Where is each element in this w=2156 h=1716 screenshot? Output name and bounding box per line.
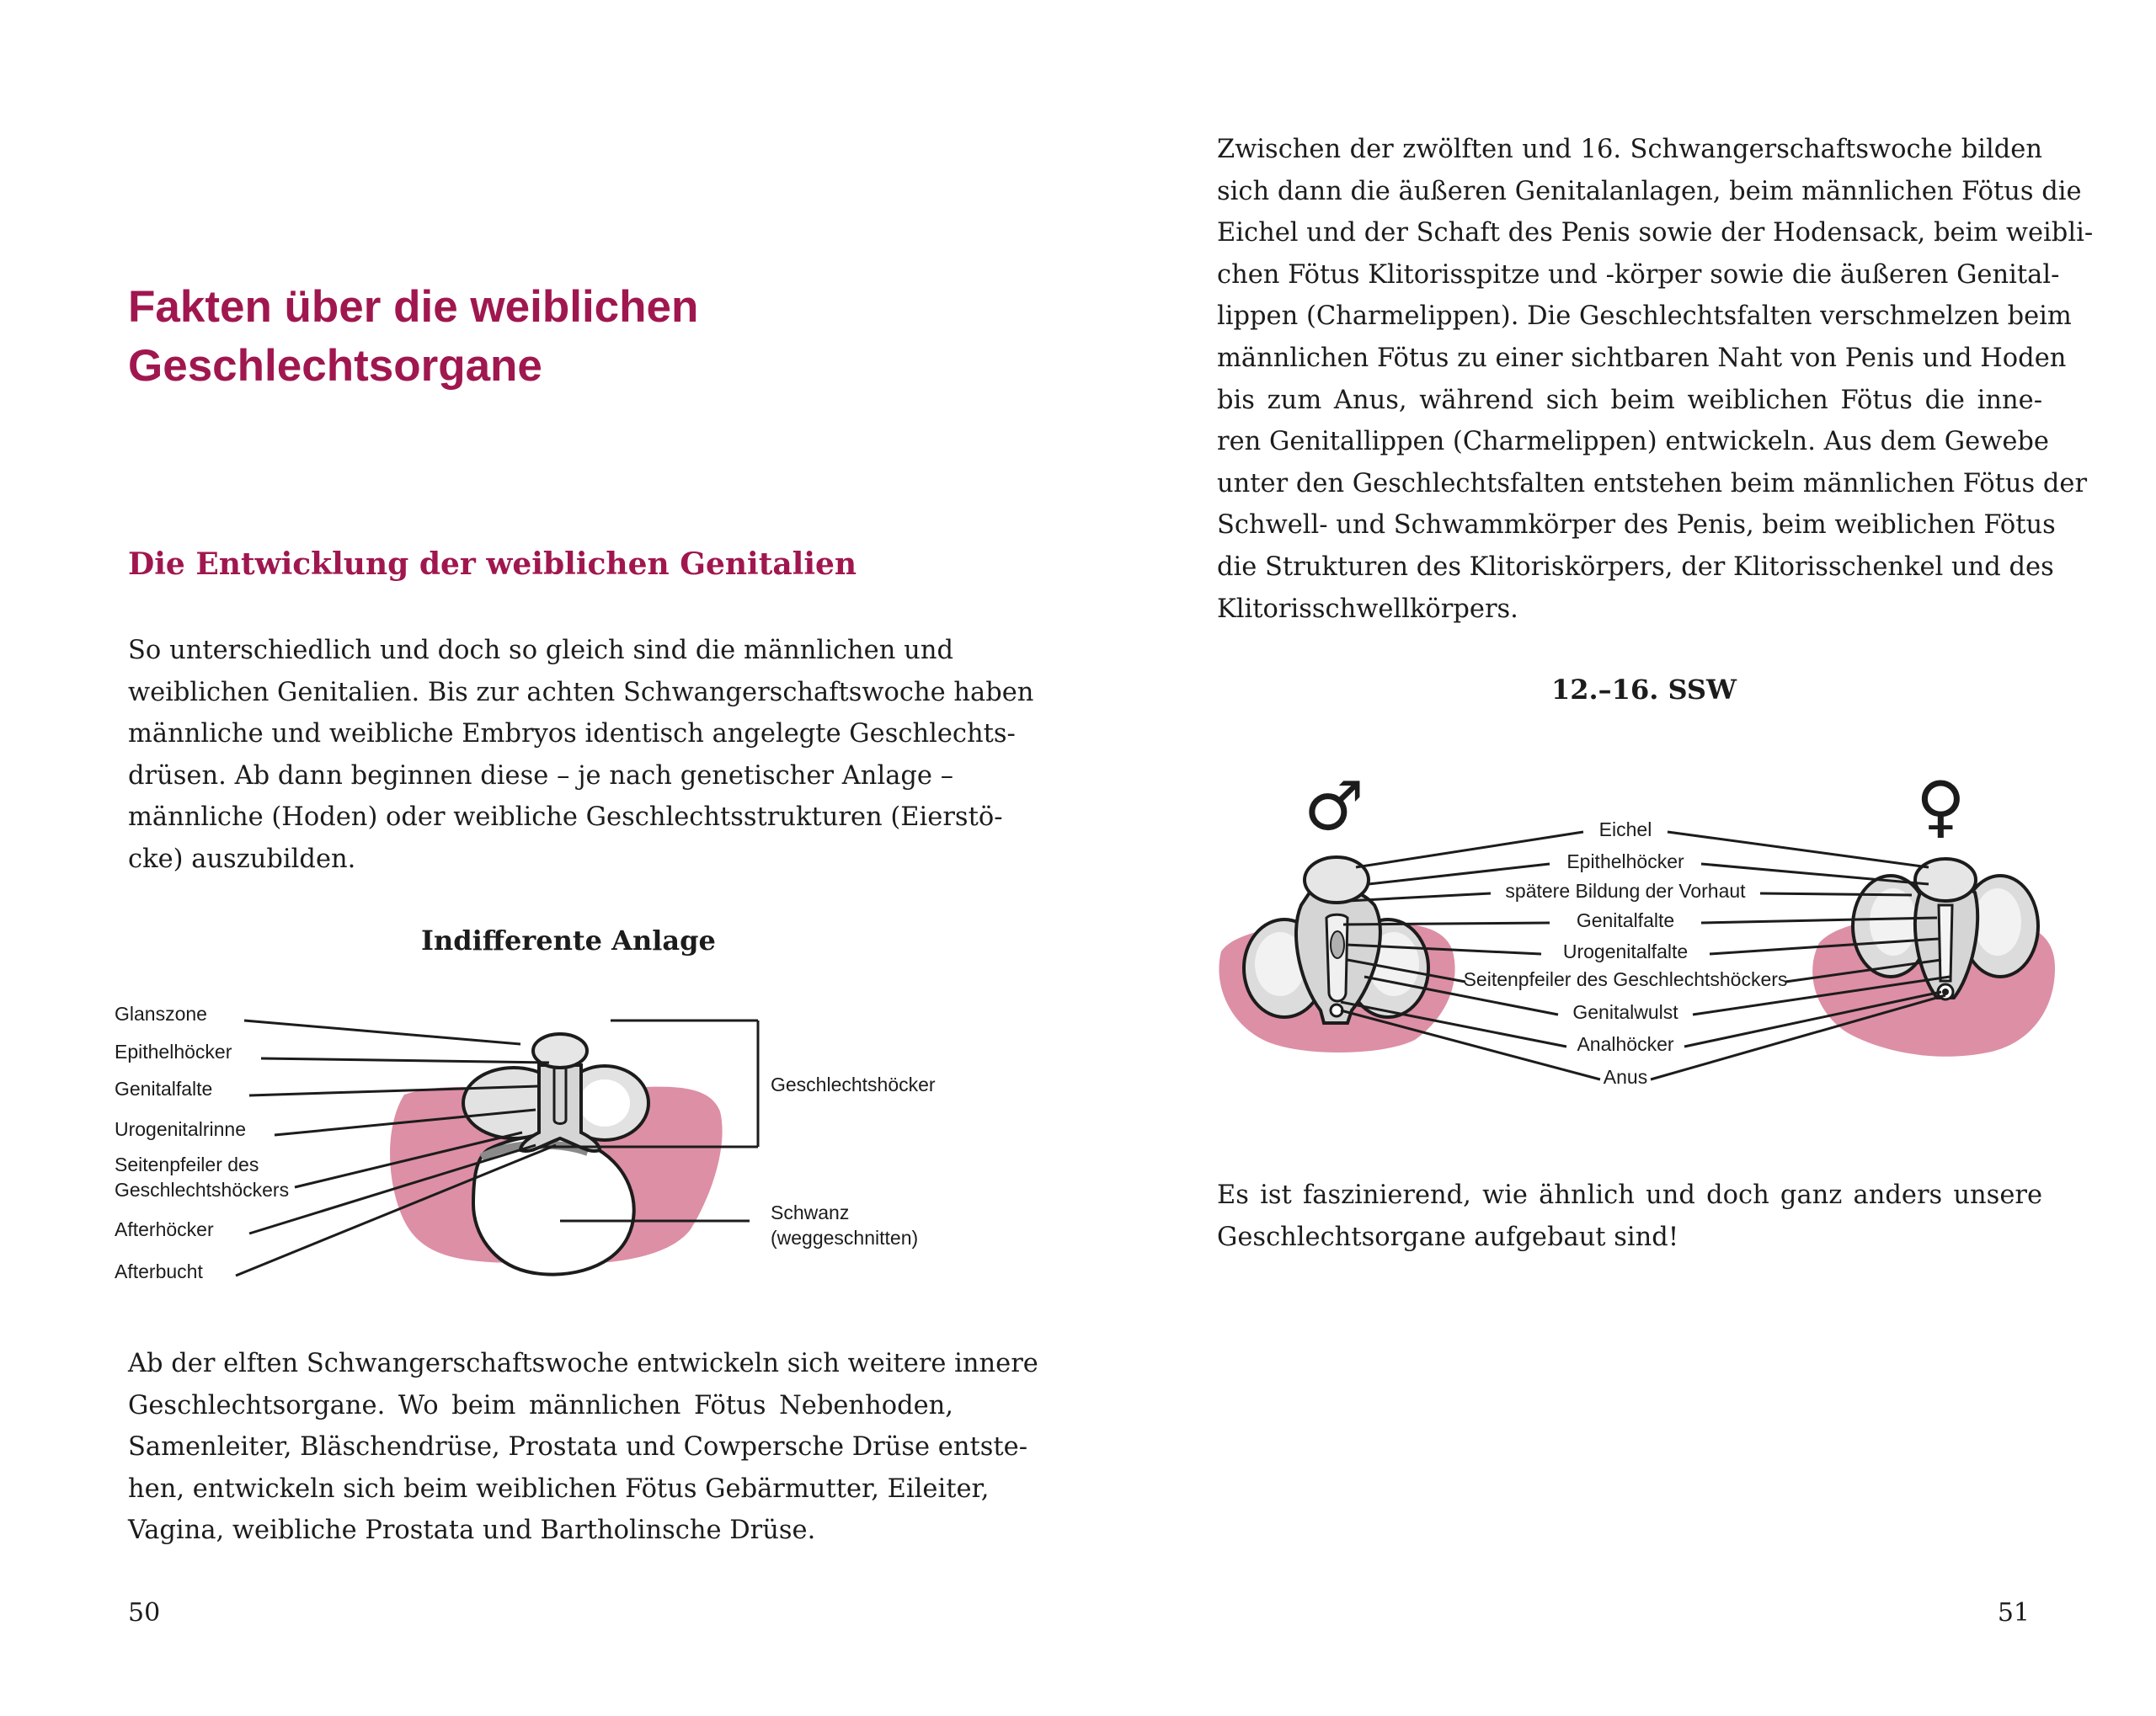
label-anus: Anus xyxy=(1603,1066,1648,1088)
label-glanszone: Glanszone xyxy=(115,1003,207,1025)
text-line: Eichel und der Schaft des Penis sowie der Hodensack, beim weibli- xyxy=(1217,218,2094,248)
text-line: bis zum Anus, während sich beim weiblichen Fötus die inne- xyxy=(1217,385,2042,415)
female-glans xyxy=(1915,859,1976,901)
label-urogenitalfalte: Urogenitalfalte xyxy=(1562,941,1689,962)
text-line: Geschlechtsorgane aufgebaut sind! xyxy=(1217,1222,1679,1252)
label-schwanz: Schwanz xyxy=(771,1202,850,1223)
label-analhoecker: Analhöcker xyxy=(1577,1033,1674,1055)
text-line: Samenleiter, Bläschendrüse, Prostata und Cowpersche Drüse entste- xyxy=(128,1432,1028,1463)
text-line: cke) auszubilden. xyxy=(128,844,356,874)
label-afterhoecker: Afterhöcker xyxy=(115,1218,214,1240)
text-line: männlichen Fötus zu einer sichtbaren Naht von Penis und Hoden xyxy=(1217,343,2067,373)
text-line: drüsen. Ab dann beginnen diese – je nach genetischer Anlage – xyxy=(128,760,953,791)
text-line: Ab der elften Schwangerschaftswoche entwickeln sich weitere innere xyxy=(128,1349,1038,1378)
female-symbol-icon: ♀ xyxy=(1916,767,1966,845)
text-line: weiblichen Genitalien. Bis zur achten Schwangerschaftswoche haben xyxy=(128,677,1034,707)
label-genitalfalte-2: Genitalfalte xyxy=(1576,909,1675,931)
figure1-left-labels xyxy=(115,1003,289,1282)
text-line: chen Fötus Klitorisspitze und -körper sowie die äußeren Genital- xyxy=(1217,259,2060,290)
label-eichel: Eichel xyxy=(1598,818,1652,840)
text-line: sich dann die äußeren Genitalanlagen, beim männlichen Fötus die xyxy=(1217,176,2082,206)
text-line: männliche und weibliche Embryos identisch angelegte Geschlechts- xyxy=(128,719,1016,749)
male-figure xyxy=(1219,857,1454,1053)
label-vorhaut: spätere Bildung der Vorhaut xyxy=(1505,880,1746,902)
text-line: Vagina, weibliche Prostata und Bartholinsche Drüse. xyxy=(128,1516,816,1546)
male-symbol-icon: ♂ xyxy=(1304,767,1364,845)
text-line: die Strukturen des Klitoriskörpers, der Klitorisschenkel und des xyxy=(1217,552,2054,582)
label-urogenitalrinne: Urogenitalrinne xyxy=(115,1118,246,1140)
page-number-left: 50 xyxy=(128,1598,161,1628)
label-seitenpfeiler-2: Geschlechtshöckers xyxy=(115,1179,290,1201)
text-line: lippen (Charmelippen). Die Geschlechtsfalten verschmelzen beim xyxy=(1217,301,2072,332)
male-glans xyxy=(1305,857,1369,903)
label-epithelhoecker-2: Epithelhöcker xyxy=(1566,850,1684,872)
title-line: Fakten über die weiblichen xyxy=(128,282,699,332)
section-heading: Die Entwicklung der weiblichen Genitalien xyxy=(128,546,857,582)
right-page xyxy=(1078,0,2156,1716)
indifferent-stage-diagram xyxy=(101,1002,1011,1305)
label-epithelhoecker: Epithelhöcker xyxy=(115,1041,232,1063)
inner-organs-paragraph xyxy=(128,1343,1038,1552)
title-line: Geschlechtsorgane xyxy=(128,341,542,391)
text-line: So unterschiedlich und doch so gleich sind die männlichen und xyxy=(128,636,953,665)
intro-paragraph xyxy=(128,630,1034,881)
page-title xyxy=(128,278,886,396)
text-line: hen, entwickeln sich beim weiblichen Fötus Gebärmutter, Eileiter, xyxy=(128,1474,990,1504)
text-line: Geschlechtsorgane. Wo beim männlichen Fötus Nebenhoden, xyxy=(128,1390,953,1420)
label-seitenpfeiler-2: Seitenpfeiler des Geschlechtshöckers xyxy=(1463,968,1788,990)
text-line: ren Genitallippen (Charmelippen) entwickeln. Aus dem Gewebe xyxy=(1217,427,2049,457)
label-genitalwulst: Genitalwulst xyxy=(1572,1001,1678,1023)
label-genitalfalte: Genitalfalte xyxy=(115,1078,213,1100)
page-number-right: 51 xyxy=(1997,1598,2030,1628)
external-genitals-paragraph xyxy=(1217,129,2094,630)
text-line: Es ist faszinierend, wie ähnlich und doch ganz anders unsere xyxy=(1217,1180,2042,1210)
label-geschlechtshoecker: Geschlechtshöcker xyxy=(771,1074,936,1095)
label-weggeschnitten: (weggeschnitten) xyxy=(771,1227,919,1249)
ssw-12-16-diagram xyxy=(1204,749,2047,1103)
text-line: Klitorisschwellkörpers. xyxy=(1217,594,1518,624)
text-line: unter den Geschlechtsfalten entstehen beim männlichen Fötus der xyxy=(1217,468,2088,498)
label-seitenpfeiler-1: Seitenpfeiler des xyxy=(115,1154,259,1175)
text-line: Zwischen der zwölften und 16. Schwangerschaftswoche bilden xyxy=(1217,135,2042,164)
closing-paragraph xyxy=(1217,1175,2042,1258)
figure2-title: 12.–16. SSW xyxy=(1551,674,1737,706)
text-line: männliche (Hoden) oder weibliche Geschlechtsstrukturen (Eierstö- xyxy=(128,802,1003,833)
figure1-title: Indifferente Anlage xyxy=(421,925,716,957)
female-figure xyxy=(1812,859,2055,1057)
label-afterbucht: Afterbucht xyxy=(115,1260,203,1282)
text-line: Schwell- und Schwammkörper des Penis, beim weiblichen Fötus xyxy=(1217,510,2056,541)
